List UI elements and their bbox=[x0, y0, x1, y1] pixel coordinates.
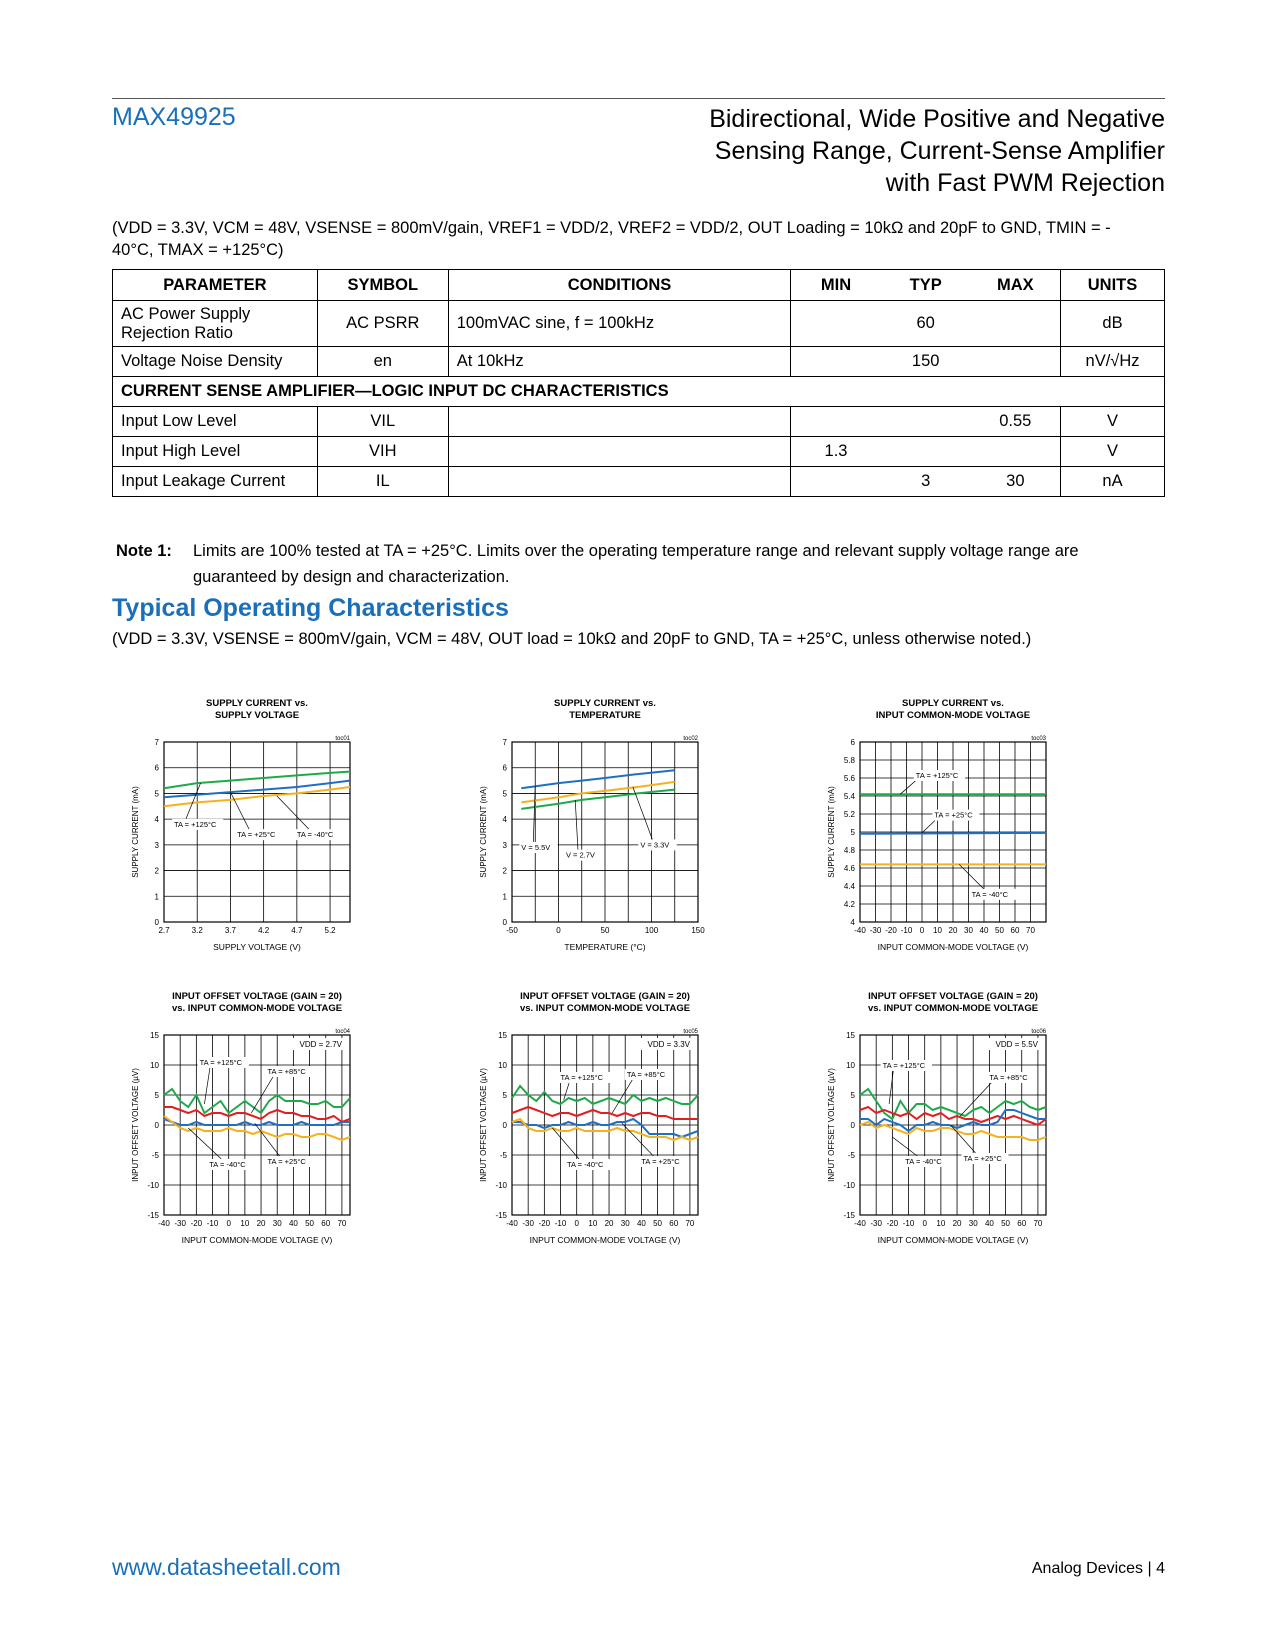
y-tick-label: 3 bbox=[502, 840, 507, 850]
chart-subtitle: VDD = 3.3V bbox=[647, 1040, 690, 1049]
x-tick-label: 5.2 bbox=[324, 926, 336, 935]
annotation-label: TA = +125°C bbox=[199, 1058, 243, 1067]
y-tick-label: -15 bbox=[147, 1211, 159, 1220]
x-tick-label: -10 bbox=[900, 926, 913, 935]
x-tick-label: 20 bbox=[604, 1219, 614, 1228]
annotation-label: V = 3.3V bbox=[640, 840, 670, 850]
chart-title: SUPPLY CURRENT vs. bbox=[206, 698, 308, 709]
cell-symbol: VIH bbox=[317, 437, 448, 467]
col-symbol: SYMBOL bbox=[317, 270, 448, 301]
annotation-leader bbox=[552, 1128, 579, 1159]
x-tick-label: -30 bbox=[174, 1219, 186, 1228]
chart-supply-current-vs-common-mode bbox=[826, 692, 1096, 972]
y-tick-label: 5.2 bbox=[843, 810, 855, 819]
series-line bbox=[512, 1107, 698, 1119]
cell-min bbox=[791, 301, 881, 347]
annotation-label: TA = +125°C bbox=[882, 1061, 926, 1070]
cell-parameter: AC Power Supply Rejection Ratio bbox=[113, 301, 318, 347]
col-conditions: CONDITIONS bbox=[448, 270, 791, 301]
y-axis-label: SUPPLY CURRENT (mA) bbox=[479, 786, 488, 878]
x-axis-label: SUPPLY VOLTAGE (V) bbox=[213, 942, 301, 952]
conditions-line-2: 40°C, TMAX = +125°C) bbox=[112, 241, 284, 259]
cell-typ bbox=[881, 437, 971, 467]
x-tick-label: 100 bbox=[644, 926, 659, 935]
part-number: MAX49925 bbox=[112, 103, 236, 131]
y-tick-label: 5 bbox=[154, 789, 159, 799]
cell-conditions bbox=[448, 437, 791, 467]
x-tick-label: -20 bbox=[885, 926, 897, 935]
y-tick-label: 5.4 bbox=[843, 792, 855, 801]
cell-max bbox=[971, 301, 1061, 347]
x-tick-label: 70 bbox=[685, 1219, 695, 1228]
y-tick-label: 5 bbox=[850, 1091, 855, 1100]
x-tick-label: 40 bbox=[979, 926, 989, 935]
y-tick-label: 6 bbox=[850, 738, 855, 747]
cell-min: 1.3 bbox=[791, 437, 881, 467]
series-line bbox=[512, 1119, 698, 1137]
chart-id: toc06 bbox=[1031, 1029, 1046, 1035]
x-tick-label: 0 bbox=[556, 926, 561, 935]
chart-title: vs. INPUT COMMON-MODE VOLTAGE bbox=[519, 1003, 691, 1014]
cell-symbol: VIL bbox=[317, 407, 448, 437]
annotation-label: TA = +25°C bbox=[641, 1157, 680, 1166]
y-tick-label: 2 bbox=[154, 866, 159, 876]
header-rule bbox=[112, 98, 1165, 99]
y-tick-label: -5 bbox=[847, 1151, 855, 1160]
x-tick-label: 60 bbox=[321, 1219, 331, 1228]
x-tick-label: -10 bbox=[902, 1219, 915, 1228]
col-max: MAX bbox=[971, 270, 1061, 301]
annotation-leader bbox=[277, 796, 309, 829]
cell-conditions: 100mVAC sine, f = 100kHz bbox=[448, 301, 791, 347]
chart-title: TEMPERATURE bbox=[569, 710, 641, 721]
x-tick-label: 40 bbox=[984, 1219, 994, 1228]
section-title: Typical Operating Characteristics bbox=[112, 594, 509, 622]
cell-parameter: Voltage Noise Density bbox=[113, 347, 318, 377]
y-tick-label: 0 bbox=[502, 918, 507, 927]
x-tick-label: 0 bbox=[226, 1219, 231, 1228]
cell-conditions bbox=[448, 407, 791, 437]
cell-typ: 60 bbox=[881, 301, 971, 347]
x-tick-label: -10 bbox=[554, 1219, 567, 1228]
x-tick-label: 3.2 bbox=[191, 926, 203, 935]
chart-subtitle: VDD = 5.5V bbox=[995, 1040, 1038, 1049]
cell-parameter: Input Low Level bbox=[113, 407, 318, 437]
chart-title: INPUT COMMON-MODE VOLTAGE bbox=[875, 710, 1031, 721]
note-text-1: Limits are 100% tested at TA = +25°C. Limits over the operating temperature range and relevant supply voltage range are bbox=[193, 542, 1079, 560]
col-min: MIN bbox=[791, 270, 881, 301]
y-axis-label: SUPPLY CURRENT (mA) bbox=[827, 786, 836, 878]
x-tick-label: 30 bbox=[272, 1219, 282, 1228]
annotation-leader bbox=[575, 800, 578, 850]
note-text-2: guaranteed by design and characterization. bbox=[193, 568, 510, 586]
cell-typ: 150 bbox=[881, 347, 971, 377]
annotation-leader bbox=[255, 1123, 280, 1156]
x-tick-label: 30 bbox=[964, 926, 973, 935]
annotation-label: TA = +125°C bbox=[915, 771, 959, 780]
y-tick-label: 3 bbox=[154, 840, 159, 850]
x-tick-label: 150 bbox=[691, 926, 705, 935]
cell-units: nV/√Hz bbox=[1061, 347, 1165, 377]
series-line bbox=[512, 1119, 698, 1140]
y-tick-label: 0 bbox=[502, 1121, 507, 1130]
x-tick-label: 10 bbox=[240, 1219, 250, 1228]
chart-title: SUPPLY VOLTAGE bbox=[214, 710, 300, 721]
section-heading: CURRENT SENSE AMPLIFIER—LOGIC INPUT DC CHARACTERISTICS bbox=[113, 377, 1165, 407]
cell-symbol: IL bbox=[317, 467, 448, 497]
x-tick-label: 3.7 bbox=[224, 926, 236, 935]
y-tick-label: 4.6 bbox=[843, 864, 855, 873]
y-tick-label: 1 bbox=[502, 892, 507, 902]
chart-id: toc05 bbox=[683, 1029, 698, 1035]
x-tick-label: 0 bbox=[919, 926, 925, 935]
cell-max: 30 bbox=[971, 467, 1061, 497]
y-tick-label: -10 bbox=[495, 1181, 507, 1190]
x-tick-label: 50 bbox=[305, 1219, 315, 1228]
y-tick-label: 6 bbox=[154, 763, 159, 773]
y-tick-label: 4.4 bbox=[843, 882, 855, 891]
x-tick-label: -20 bbox=[190, 1219, 203, 1228]
y-tick-label: 0 bbox=[154, 1121, 159, 1130]
series-line bbox=[860, 833, 1046, 834]
y-axis-label: SUPPLY CURRENT (mA) bbox=[131, 786, 140, 878]
series-line bbox=[860, 1089, 1046, 1119]
y-tick-label: 15 bbox=[498, 1031, 507, 1040]
table-section-row bbox=[113, 377, 1165, 407]
x-tick-label: 50 bbox=[1001, 1219, 1011, 1228]
chart-title: vs. INPUT COMMON-MODE VOLTAGE bbox=[867, 1003, 1039, 1014]
x-tick-label: 60 bbox=[1017, 1219, 1027, 1228]
chart-offset-vdd-2v7 bbox=[130, 985, 400, 1265]
x-tick-label: 0 bbox=[574, 1219, 579, 1228]
x-tick-label: 70 bbox=[1026, 926, 1035, 935]
y-tick-label: 10 bbox=[498, 1061, 507, 1070]
annotation-label: TA = +25°C bbox=[934, 810, 973, 820]
x-tick-label: -40 bbox=[854, 1219, 866, 1228]
y-tick-label: 15 bbox=[846, 1031, 855, 1040]
annotation-label: TA = +125°C bbox=[560, 1073, 604, 1082]
chart-offset-vdd-3v3 bbox=[478, 985, 748, 1265]
y-tick-label: 5 bbox=[850, 828, 855, 837]
x-tick-label: -30 bbox=[522, 1219, 534, 1228]
x-axis-label: INPUT COMMON-MODE VOLTAGE (V) bbox=[181, 1235, 333, 1245]
y-tick-label: 10 bbox=[846, 1061, 855, 1070]
chart-subtitle: VDD = 2.7V bbox=[299, 1040, 342, 1049]
x-tick-label: 30 bbox=[968, 1219, 978, 1228]
x-axis-label: INPUT COMMON-MODE VOLTAGE (V) bbox=[877, 942, 1029, 952]
document-title bbox=[709, 103, 1165, 199]
annotation-label: V = 5.5V bbox=[521, 843, 551, 852]
cell-conditions: At 10kHz bbox=[448, 347, 791, 377]
annotation-leader bbox=[188, 1128, 221, 1159]
x-tick-label: 50 bbox=[995, 926, 1004, 935]
x-tick-label: 20 bbox=[948, 926, 958, 935]
chart-title: INPUT OFFSET VOLTAGE (GAIN = 20) bbox=[172, 991, 342, 1002]
cell-units: V bbox=[1061, 407, 1165, 437]
note bbox=[116, 538, 1166, 590]
y-tick-label: 0 bbox=[850, 1121, 855, 1130]
x-tick-label: 40 bbox=[288, 1219, 298, 1228]
y-tick-label: 5.8 bbox=[843, 756, 855, 765]
annotation-leader bbox=[622, 1123, 653, 1156]
y-tick-label: 4 bbox=[502, 815, 507, 825]
x-tick-label: -40 bbox=[158, 1219, 170, 1228]
footer-link[interactable]: www.datasheetall.com bbox=[112, 1554, 341, 1580]
spec-table bbox=[112, 269, 1165, 497]
y-tick-label: 5.6 bbox=[843, 774, 855, 783]
annotation-leader bbox=[951, 1125, 976, 1153]
col-units: UNITS bbox=[1061, 270, 1165, 301]
chart-title: SUPPLY CURRENT vs. bbox=[554, 698, 656, 709]
col-parameter: PARAMETER bbox=[113, 270, 318, 301]
note-label: Note 1: bbox=[116, 542, 172, 560]
table-row bbox=[113, 467, 1165, 497]
cell-min bbox=[791, 407, 881, 437]
x-tick-label: 10 bbox=[936, 1219, 946, 1228]
chart-supply-current-vs-temperature bbox=[478, 692, 748, 972]
x-tick-label: 30 bbox=[620, 1219, 630, 1228]
y-tick-label: -15 bbox=[843, 1211, 855, 1220]
annotation-label: TA = +25°C bbox=[963, 1154, 1002, 1163]
x-tick-label: 50 bbox=[600, 926, 610, 935]
x-tick-label: 4.7 bbox=[291, 926, 303, 935]
table-row bbox=[113, 407, 1165, 437]
x-tick-label: -10 bbox=[206, 1219, 219, 1228]
cell-conditions bbox=[448, 467, 791, 497]
y-tick-label: 10 bbox=[150, 1061, 159, 1070]
y-tick-label: 1 bbox=[154, 892, 159, 902]
y-axis-label: INPUT OFFSET VOLTAGE (µV) bbox=[479, 1068, 488, 1182]
annotation-label: TA = -40°C bbox=[971, 889, 1009, 899]
annotation-label: TA = +125°C bbox=[173, 819, 217, 829]
footer-page-info: Analog Devices | 4 bbox=[1031, 1560, 1165, 1577]
annotation-leader bbox=[186, 783, 201, 819]
x-axis-label: INPUT COMMON-MODE VOLTAGE (V) bbox=[529, 1235, 681, 1245]
col-typ: TYP bbox=[881, 270, 971, 301]
x-tick-label: -30 bbox=[870, 1219, 882, 1228]
title-line-3: with Fast PWM Rejection bbox=[885, 169, 1165, 197]
chart-title: SUPPLY CURRENT vs. bbox=[902, 698, 1004, 709]
title-line-2: Sensing Range, Current-Sense Amplifier bbox=[714, 137, 1165, 165]
cell-max bbox=[971, 437, 1061, 467]
y-tick-label: -5 bbox=[499, 1151, 507, 1160]
x-axis-label: INPUT COMMON-MODE VOLTAGE (V) bbox=[877, 1235, 1029, 1245]
annotation-label: TA = +25°C bbox=[237, 830, 276, 840]
y-tick-label: 15 bbox=[150, 1031, 159, 1040]
cell-typ bbox=[881, 407, 971, 437]
table-row bbox=[113, 437, 1165, 467]
annotation-leader bbox=[633, 787, 652, 839]
y-tick-label: 4 bbox=[850, 918, 855, 927]
x-tick-label: 60 bbox=[1010, 926, 1020, 935]
y-tick-label: 5 bbox=[502, 1091, 507, 1100]
x-tick-label: 10 bbox=[588, 1219, 598, 1228]
annotation-label: TA = +85°C bbox=[626, 1070, 666, 1079]
x-tick-label: 70 bbox=[337, 1219, 347, 1228]
y-tick-label: 5 bbox=[502, 789, 507, 799]
y-tick-label: -10 bbox=[843, 1181, 855, 1190]
annotation-label: TA = -40°C bbox=[566, 1160, 604, 1169]
x-tick-label: -20 bbox=[886, 1219, 899, 1228]
x-tick-label: 60 bbox=[669, 1219, 679, 1228]
table-row bbox=[113, 347, 1165, 377]
chart-title: vs. INPUT COMMON-MODE VOLTAGE bbox=[171, 1003, 343, 1014]
y-tick-label: 7 bbox=[154, 738, 159, 747]
annotation-label: TA = -40°C bbox=[209, 1160, 246, 1169]
cell-min bbox=[791, 467, 881, 497]
x-tick-label: 2.7 bbox=[158, 926, 170, 935]
annotation-label: V = 2.7V bbox=[565, 850, 595, 860]
y-tick-label: -15 bbox=[495, 1211, 507, 1220]
toc-conditions: (VDD = 3.3V, VSENSE = 800mV/gain, VCM = 48V, OUT load = 10kΩ and 20pF to GND, TA = +25°C, unless otherwise noted.) bbox=[112, 630, 1032, 648]
table-header-row bbox=[113, 270, 1165, 301]
annotation-label: TA = +85°C bbox=[267, 1067, 306, 1076]
x-tick-label: 10 bbox=[933, 926, 942, 935]
annotation-leader bbox=[892, 1137, 917, 1156]
chart-id: toc04 bbox=[335, 1029, 350, 1035]
annotation-label: TA = +25°C bbox=[267, 1157, 306, 1166]
y-tick-label: 4 bbox=[154, 815, 159, 825]
series-line bbox=[164, 772, 350, 789]
chart-id: toc03 bbox=[1031, 736, 1046, 742]
y-tick-label: -5 bbox=[151, 1151, 159, 1160]
title-line-1: Bidirectional, Wide Positive and Negative bbox=[709, 105, 1165, 133]
cell-typ: 3 bbox=[881, 467, 971, 497]
cell-min bbox=[791, 347, 881, 377]
conditions-line-1: (VDD = 3.3V, VCM = 48V, VSENSE = 800mV/gain, VREF1 = VDD/2, VREF2 = VDD/2, OUT Loading = 10kΩ and 20pF to GND, TMIN = - bbox=[112, 219, 1111, 237]
chart-supply-current-vs-supply-voltage bbox=[130, 692, 400, 972]
x-tick-label: 4.2 bbox=[258, 926, 270, 935]
x-tick-label: -40 bbox=[854, 926, 866, 935]
x-tick-label: -20 bbox=[538, 1219, 551, 1228]
cell-symbol: en bbox=[317, 347, 448, 377]
x-tick-label: -30 bbox=[869, 926, 882, 935]
cell-max: 0.55 bbox=[971, 407, 1061, 437]
cell-units: dB bbox=[1061, 301, 1165, 347]
x-tick-label: 20 bbox=[256, 1219, 266, 1228]
y-tick-label: 6 bbox=[502, 763, 507, 773]
chart-id: toc02 bbox=[683, 736, 698, 742]
series-line bbox=[164, 1089, 350, 1113]
annotation-label: TA = -40°C bbox=[905, 1157, 942, 1166]
cell-parameter: Input Leakage Current bbox=[113, 467, 318, 497]
y-tick-label: 4.2 bbox=[843, 900, 855, 909]
y-tick-label: 4.8 bbox=[843, 846, 855, 855]
y-tick-label: 0 bbox=[154, 918, 159, 927]
x-tick-label: 70 bbox=[1033, 1219, 1043, 1228]
cell-units: V bbox=[1061, 437, 1165, 467]
x-tick-label: 0 bbox=[922, 1219, 927, 1228]
y-axis-label: INPUT OFFSET VOLTAGE (µV) bbox=[827, 1068, 836, 1182]
x-tick-label: -40 bbox=[506, 1219, 518, 1228]
x-tick-label: 40 bbox=[636, 1219, 646, 1228]
y-tick-label: 7 bbox=[502, 738, 507, 747]
y-tick-label: 5 bbox=[154, 1091, 159, 1100]
y-tick-label: -10 bbox=[147, 1181, 159, 1190]
chart-title: INPUT OFFSET VOLTAGE (GAIN = 20) bbox=[868, 991, 1038, 1002]
chart-id: toc01 bbox=[335, 736, 350, 742]
annotation-label: TA = -40°C bbox=[296, 830, 334, 840]
table-row bbox=[113, 301, 1165, 347]
chart-offset-vdd-5v5 bbox=[826, 985, 1096, 1265]
y-axis-label: INPUT OFFSET VOLTAGE (µV) bbox=[131, 1068, 140, 1182]
x-axis-label: TEMPERATURE (°C) bbox=[564, 942, 646, 952]
x-tick-label: 50 bbox=[653, 1219, 663, 1228]
cell-symbol: AC PSRR bbox=[317, 301, 448, 347]
y-tick-label: 2 bbox=[502, 866, 507, 876]
cell-max bbox=[971, 347, 1061, 377]
x-tick-label: 20 bbox=[952, 1219, 962, 1228]
x-tick-label: -50 bbox=[506, 926, 518, 935]
cell-parameter: Input High Level bbox=[113, 437, 318, 467]
annotation-label: TA = +85°C bbox=[989, 1073, 1028, 1082]
chart-title: INPUT OFFSET VOLTAGE (GAIN = 20) bbox=[520, 991, 690, 1002]
cell-units: nA bbox=[1061, 467, 1165, 497]
